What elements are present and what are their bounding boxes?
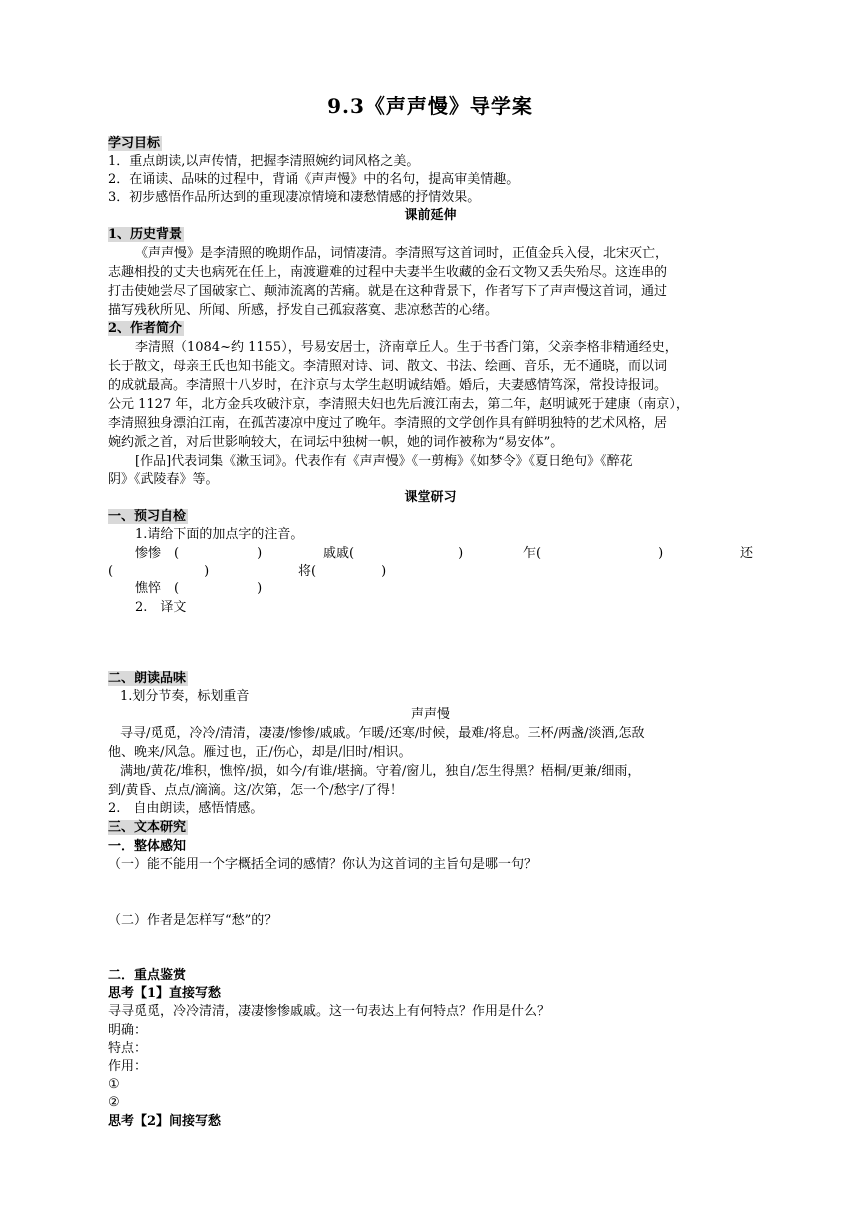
focus-heading: 二．重点鉴赏	[108, 968, 187, 983]
author-line: 的成就最高。李清照十八岁时，在汴京与太学生赵明诚结婚。婚后，夫妻感情笃深，常投诗报词。	[108, 378, 668, 393]
author-line: 李清照独身漂泊江南，在孤苦凄凉中度过了晚年。李清照的文学创作具有鲜明独特的艺术风格，居	[108, 416, 668, 431]
poem-title: 声声慢	[410, 707, 450, 722]
history-line: 志趣相投的丈夫也病死在任上，南渡避难的过程中夫妻半生收藏的金石文物又丢失殆尽。这连串的	[108, 265, 668, 280]
poem-line: 他、晚来/风急。雁过也，正/伤心，却是/旧时/相识。	[108, 745, 412, 760]
goal-item: 2．在诵读、品味的过程中，背诵《声声慢》中的名句，提高审美情趣。	[108, 172, 520, 187]
preview-heading: 一、预习自检	[108, 509, 187, 524]
section-heading-class: 课堂研习	[404, 490, 457, 505]
text-study-heading: 三、文本研究	[108, 820, 187, 835]
preview-question-2: 2. 译文	[135, 600, 187, 615]
reading-question-1: 1.划分节奏，标划重音	[120, 689, 250, 704]
author-line: 婉约派之首，对后世影响较大，在词坛中独树一帜，她的词作被称为“易安体”。	[108, 435, 564, 450]
goal-item: 3．初步感悟作品所达到的重现凄凉情境和凄愁情感的抒情效果。	[108, 190, 481, 205]
history-line: 打击使她尝尽了国破家亡、颠沛流离的苦痛。就是在这种背景下，作者写下了声声慢这首词，通过	[108, 284, 668, 299]
overall-question-2: （二）作者是怎样写“愁”的？	[108, 913, 278, 928]
reading-question-2: 2. 自由朗读，感悟情感。	[108, 801, 264, 816]
think1-heading: 思考【1】直接写愁	[108, 986, 222, 1001]
section-heading-pre: 课前延伸	[404, 208, 457, 223]
poem-line: 到/黄昏、点点/滴滴。这/次第，怎一个/愁字/了得！	[108, 783, 403, 798]
author-line: 长于散文，母亲王氏也知书能文。李清照对诗、词、散文、书法、绘画、音乐，无不通晓，而以词	[108, 359, 668, 374]
pinyin-row: 憔悴 ( )	[135, 581, 263, 596]
author-line: 李清照（1084~约 1155），号易安居士，济南章丘人。生于书香门第，父亲李格非精通经史，	[135, 340, 678, 355]
history-line: 《声声慢》是李清照的晚期作品，词情凄清。李清照写这首词时，正值金兵入侵，北宋灭亡，	[135, 246, 669, 261]
goals-heading: 学习目标	[108, 136, 161, 151]
think1-answer-line: 明确：	[108, 1023, 148, 1038]
history-line: 描写残秋所见、所闻、所感，抒发自己孤寂落寞、悲凉愁苦的心绪。	[108, 303, 499, 318]
preview-question-1: 1.请给下面的加点字的注音。	[135, 527, 304, 542]
author-line: 阴》《武陵春》等。	[108, 472, 219, 487]
author-line: 公元 1127 年，北方金兵攻破汴京，李清照夫妇也先后渡江南去，第二年，赵明诚死于建康（南京），	[108, 397, 689, 412]
goal-item: 1．重点朗读,以声传情，把握李清照婉约词风格之美。	[108, 154, 420, 169]
think1-answer-line: ①	[108, 1077, 120, 1092]
poem-line: 寻寻/觅觅，冷冷/清清，凄凄/惨惨/戚戚。乍暖/还寒/时候，最难/将息。三杯/两盏/淡酒,怎敌	[120, 726, 645, 741]
poem-line: 满地/黄花/堆积，憔悴/损，如今/有谁/堪摘。守着/窗儿，独自/怎生得黑？梧桐/更兼/细雨，	[120, 764, 641, 779]
overall-heading: 一．整体感知	[108, 839, 187, 854]
document-page: 9.3《声声慢》导学案 学习目标 1．重点朗读,以声传情，把握李清照婉约词风格之美。 2．在诵读、品味的过程中，背诵《声声慢》中的名句，提高审美情趣。 3．初步感悟作品所达到的重现凄凉情境和凄愁情感的抒情效果。 课前延伸 1、历史背景 《声声慢》是李清照的晚期作品，词情凄清。李清照写这首词时，正值金兵入侵，北宋灭亡， 志趣相投的丈夫也病死在任上，南渡避难的过程中夫妻半生收藏的金石文物又丢失殆尽。这连串的 打击使她尝尽了国破家亡、颠沛流离的苦痛。就是在这种背景下，作者写下了声声慢这首词，通过 描写残秋所见、所闻、所感，抒发自己孤寂落寞、悲凉愁苦的心绪。 2、作者简介 李清照（1084~约 1155），号易安居士，济南章丘人。生于书香门第，父亲李格非精通经史， 长于散文，母亲王氏也知书能文。李清照对诗、词、散文、书法、绘画、音乐，无不通晓，而以词 的成就最高。李清照十八岁时，在汴京与太学生赵明诚结婚。婚后，夫妻感情笃深，常投诗报词。 公元 1127 年，北方金兵攻破汴京，李清照夫妇也先后渡江南去，第二年，赵明诚死于建康（南京）， 李清照独身漂泊江南，在孤苦凄凉中度过了晚年。李清照的文学创作具有鲜明独特的艺术风格，居 婉约派之首，对后世影响较大，在词坛中独树一帜，她的词作被称为“易安体”。 [作品]代表词集《漱玉词》。代表作有《声声慢》《一剪梅》《如梦令》《夏日绝句》《醉花 阴》《武陵春》等。 课堂研习 一、预习自检 1.请给下面的加点字的注音。 惨惨 ( ) 戚戚( ) 乍( ) 还 ( ) 将( ) 憔悴 ( ) 2. 译文 二、朗读品味 1.划分节奏，标划重音 声声慢 寻寻/觅觅，冷冷/清清，凄凄/惨惨/戚戚。乍暖/还寒/时候，最难/将息。三杯/两盏/淡酒,怎敌 他、晚来/风急。雁过也，正/伤心，却是/旧时/相识。 满地/黄花/堆积，憔悴/损，如今/有谁/堪摘。守着/窗儿，独自/怎生得黑？梧桐/更兼/细雨， 到/黄昏、点点/滴滴。这/次第，怎一个/愁字/了得！ 2. 自由朗读，感悟情感。 三、文本研究 一．整体感知 （一）能不能用一个字概括全词的感情？你认为这首词的主旨句是哪一句？ （二）作者是怎样写“愁”的？ 二．重点鉴赏 思考【1】直接写愁 寻寻觅觅，冷冷清清，凄凄惨惨戚戚。这一句表达上有何特点？作用是什么？ 明确： 特点： 作用： ① ② 思考【2】间接写愁	[0, 0, 860, 1218]
page-title: 9.3《声声慢》导学案	[327, 94, 533, 118]
think2-heading: 思考【2】间接写愁	[108, 1114, 222, 1129]
overall-question-1: （一）能不能用一个字概括全词的感情？你认为这首词的主旨句是哪一句？	[108, 857, 538, 872]
think1-question: 寻寻觅觅，冷冷清清，凄凄惨惨戚戚。这一句表达上有何特点？作用是什么？	[108, 1004, 551, 1019]
reading-heading: 二、朗读品味	[108, 671, 187, 686]
think1-answer-line: 特点：	[108, 1041, 148, 1056]
think1-answer-line: 作用：	[108, 1059, 148, 1074]
think1-answer-line: ②	[108, 1095, 120, 1110]
author-heading: 2、作者简介	[108, 321, 183, 336]
author-line: [作品]代表词集《漱玉词》。代表作有《声声慢》《一剪梅》《如梦令》《夏日绝句》《醉花	[135, 454, 633, 469]
history-heading: 1、历史背景	[108, 227, 183, 242]
